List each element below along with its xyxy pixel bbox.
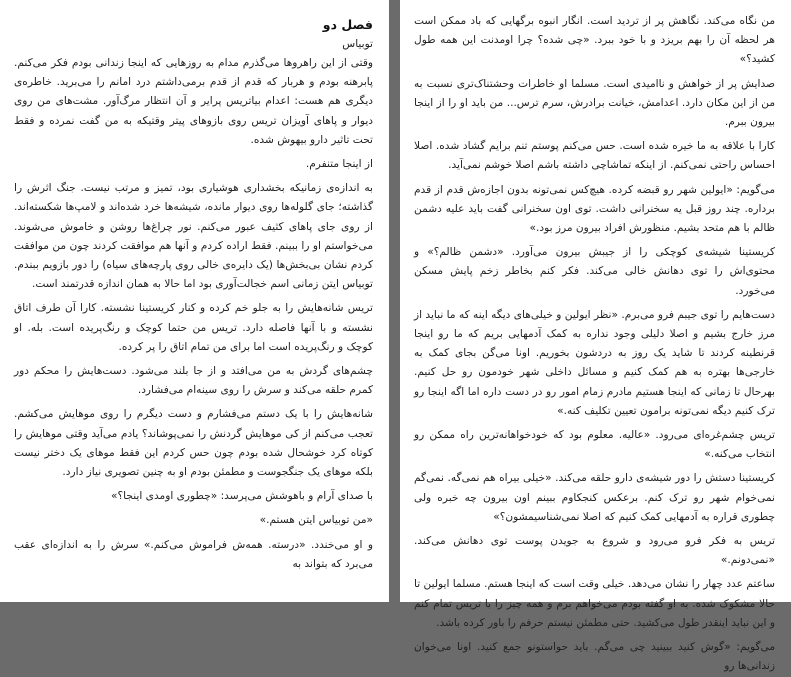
paragraph: شانه‌هایش را با یک دستم می‌فشارم و دست دیگرم را روی موهایش می‌کشم. تعجب می‌کنم از کی موهایش گردنش را نمی‌پوشاند؟ یادم می‌آید وقتی موهایش را کوتاه کرد خوشحال شده بودم چون حس کردم این فقط موهای یک دختر نیست بلکه موهای یک جنگجوست و مطمئن بودم او به چنین تصویری نیاز دارد. — [14, 408, 373, 479]
paragraph: و او می‌خندد. «درسته. همه‌ش فراموش می‌کنم.» سرش را به اندازه‌ای عقب می‌برد که بتواند به — [14, 538, 373, 570]
paragraph: دست‌هایم را توی جیبم فرو می‌برم. «نظر ایولین و خیلی‌های دیگه اینه که ما نباید از مرز خارج بشیم و اصلا دلیلی وجود نداره به کمک آدمهایی بریم که ما رو اینجا قرنطینه کردند تا شاید یک روز به دردشون بخوریم. اونا می‌گن بجای کمک به خارجی‌ها بهتره به هم کمک کنیم و مسائل داخلی شهر خودمون رو حل کنیم. بهرحال تا زمانی که اینجا هستیم مادرم زمام امور رو در دست داره اما اگه اینجا رو ترک کنیم دیگه نمی‌تونه برامون تعیین تکلیف کنه.» — [414, 308, 775, 417]
pov-name: توبیاس — [342, 38, 373, 50]
paragraph: کارا با علاقه به ما خیره شده است. حس می‌کنم پوستم تنم برایم گشاد شده. اصلا احساس راحتی نمی‌کنم. از اینکه تماشاچی داشته باشم اصلا خوشم نمی‌آید. — [414, 140, 775, 172]
left-page — [0, 0, 389, 602]
paragraph: «من توبیاس ایتن هستم.» — [259, 514, 373, 527]
right-page — [400, 0, 791, 673]
paragraph: تریس به فکر فرو می‌رود و شروع به جویدن پوست توی دهانش می‌کند. «نمی‌دونم.» — [414, 535, 775, 567]
paragraph: چشم‌های گردش به من می‌افتد و از جا بلند می‌شود. دست‌هایش را محکم دور کمرم حلقه می‌کند و سرش را روی سینه‌ام می‌فشارد. — [14, 365, 373, 397]
paragraph: کریستینا شیشه‌ی کوچکی را از جیبش بیرون می‌آورد. «دشمن ظالم؟» و محتوی‌اش را توی دهانش خالی می‌کند. فکر کنم بخاطر زخم پایش مسکن می‌خورد. — [414, 246, 775, 297]
paragraph: ساعتم عدد چهار را نشان می‌دهد. خیلی وقت است که اینجا هستم. مسلما ایولین تا حالا مشکوک شده. به او گفته بودم می‌خواهم برم و همه چیز را با تریس تمام کنم و این نباید اینقدر طول می‌کشید. حتی مطمئن نیستم حرفم را باور کرده باشد. — [414, 578, 775, 629]
paragraph: می‌گویم: «ایولین شهر رو قبضه کرده. هیچ‌کس نمی‌تونه بدون اجازه‌ش قدم از قدم برداره. چند روز قبل یه سخنرانی داشت. توی اون سخنرانی گفت باید علیه دشمن ظالم با هم متحد بشیم. منظورش افراد بیرون مرز بود.» — [414, 183, 775, 235]
chapter-title: فصل دو — [322, 17, 373, 32]
paragraph: صدایش پر از خواهش و ناامیدی است. مسلما او خاطرات وحشتناک‌تری نسبت به من از این مکان دارد. اعدامش، خیانت برادرش، سرم ترس... من باید او را از اینجا بیرون ببرم. — [414, 77, 775, 129]
paragraph: می‌گویم: «گوش کنید ببینید چی می‌گم. باید حواستونو جمع کنید. اونا می‌خوان زندانی‌ها رو — [414, 641, 775, 673]
paragraph: تریس چشم‌غره‌ای می‌رود. «عالیه. معلوم بود که خودخواهانه‌ترین راه ممکن رو انتخاب می‌کنه.» — [414, 429, 775, 461]
paragraph: تریس شانه‌هایش را به جلو خم کرده و کنار کریستینا نشسته. کارا آن طرف اتاق نشسته و با آنها فاصله دارد. تریس من حتما کوچک و رنگ‌پریده است. بله. او کوچک و رنگ‌پریده است اما برای من تمام اتاق را پر کرده. — [14, 302, 373, 353]
paragraph: از اینجا متنفرم. — [305, 158, 373, 171]
paragraph: با صدای آرام و باهوشش می‌پرسد: «چطوری اومدی اینجا؟» — [111, 490, 373, 503]
paragraph: وقتی از این راهروها می‌گذرم مدام به روزهایی که اینجا زندانی بودم فکر می‌کنم. پابرهنه بودم و هربار که قدم از قدم برمی‌داشتم درد امانم را می‌برید. خاطره‌ی دیگری هم هست: اعدام بیاتریس پرایر و آن انتظار مرگ‌آور. مشت‌های من روی دیوار و پاهای آویزان تریس روی بازوهای پیتر وقتیکه به من گفت نمرده و فقط تحت تاثیر دارو بیهوش شده. — [14, 57, 373, 146]
paragraph: من نگاه می‌کند. نگاهش پر از تردید است. انگار انبوه برگهایی که باد ممکن است هر لحظه آن را بهم بریزد و با خود ببرد. «چی شده؟ چرا اومدنت این همه طول کشید؟» — [414, 15, 775, 66]
paragraph: کریستینا دستش را دور شیشه‌ی دارو حلقه می‌کند. «خیلی بیراه هم نمی‌گه. نمی‌گم نمی‌خوام شهر رو ترک کنم. برعکس کنجکاوم ببینم اون بیرون چه خبره ولی چطوری قراره به آدمهایی کمک کنیم که اصلا نمی‌شناسیمشون؟» — [414, 472, 775, 523]
paragraph: به اندازه‌ی زمانیکه بخشداری هوشیاری بود، تمیز و مرتب نیست. جنگ اثرش را گذاشته؛ جای گلوله‌ها روی دیوار مانده، شیشه‌ها خرد شده‌اند و لامپ‌ها شکسته‌اند. از روی جای پاهای کثیف عبور می‌کنم. نور چراغ‌ها روشن و خاموش می‌شوند. می‌خواستم او را ببینم. فقط اراده کردم و آنها هم موافقت کردند چون من موافقت کردم نشان بی‌بخش‌ها (یک دایره‌ی خالی روی پارچه‌های سیاه) را دور بازویم ببندم. توبیاس ایتن زمانی اسم خجالت‌آوری بود اما حالا به همان اندازه قدرتمند است. — [14, 182, 373, 291]
